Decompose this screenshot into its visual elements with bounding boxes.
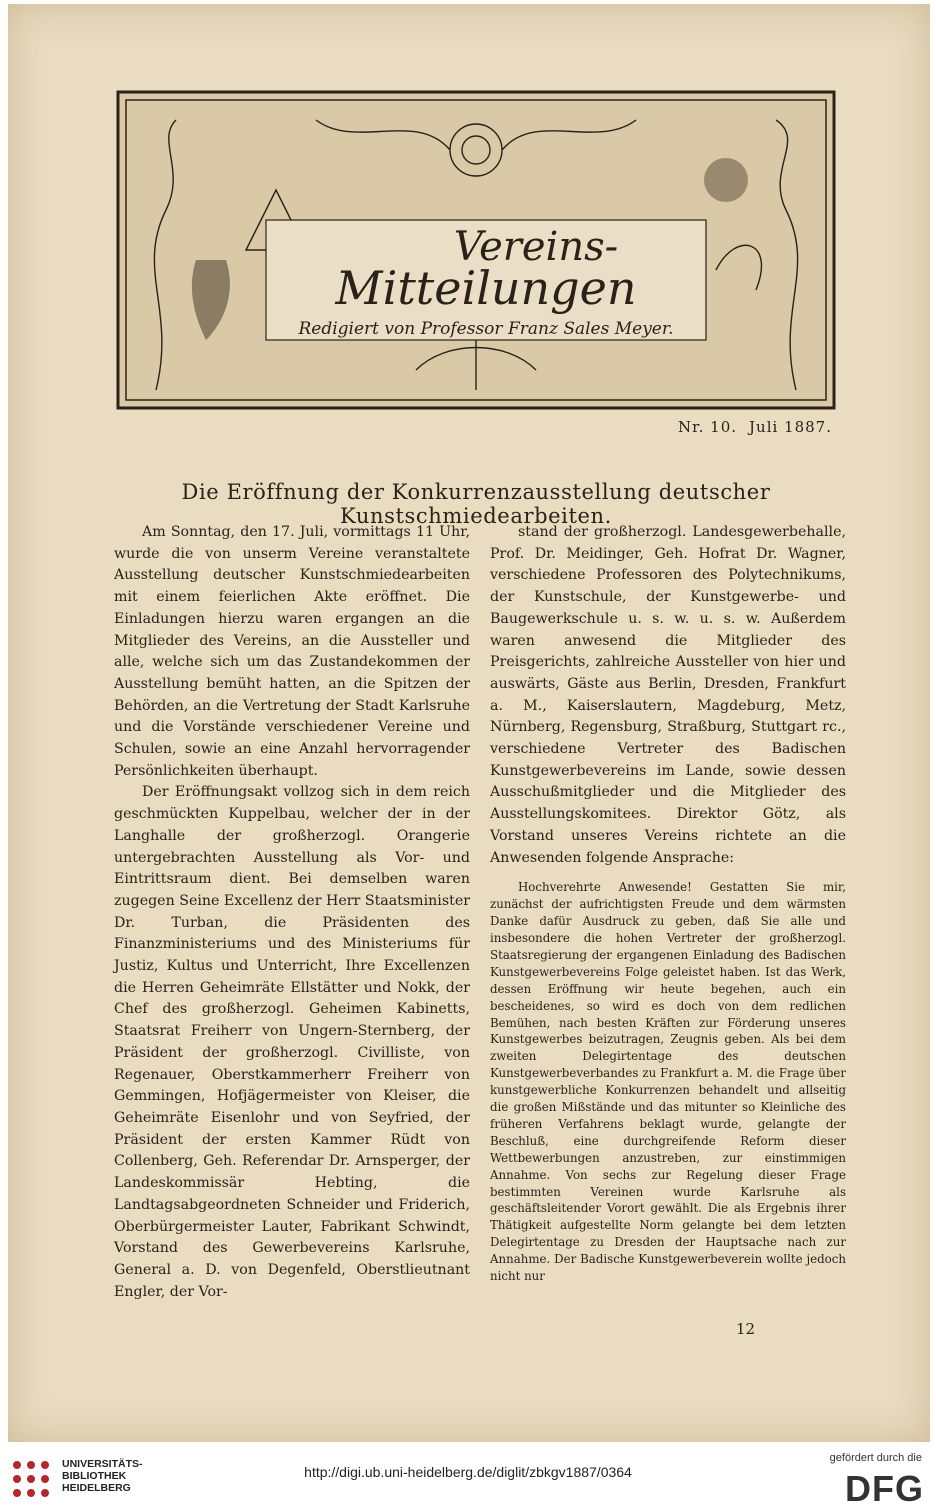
- dfg-logo: DFG: [845, 1468, 924, 1509]
- issue-number: Nr. 10.: [677, 418, 738, 436]
- left-column: [114, 522, 470, 1303]
- header-editor-line: Redigiert von Professor Franz Sales Meyer.: [298, 319, 674, 339]
- right-column: [490, 522, 846, 1285]
- header-title-line1: Vereins-: [453, 224, 619, 270]
- paragraph: Der Eröffnungsakt vollzog sich in dem reich geschmückten Kuppelbau, welcher der in der Langhalle der großherzogl. Orangerie untergebrachten Ausstellung als Vor- und Eintrittsraum dient. Bei demselben waren zugegen Seine Excellenz der Herr Staatsminister Dr. Turban, die Präsidenten des Finanzministeriums und des Ministeriums für Justiz, Kultus und Unterricht, Ihre Excellenzen die Herren Geheimräte Ellstätter und Nokk, der Chef des großherzogl. Geheimen Kabinetts, Staatsrat Freiherr von Ungern-Sternberg, der Präsident der großherzogl. Civilliste, von Regenauer, Oberstkammerherr Freiherr von Gemmingen, Hofjägermeister von Kleiser, die Geheimräte Eisenlohr und von Seyfried, der Präsident der ersten Kammer Rüdt von Collenberg, Geh. Referendar Dr. Arnsperger, der Landeskommissär Hebting, die Landtagsabgeordneten Schneider und Friderich, Oberbürgermeister Lauter, Fabrikant Schwindt, Vorstand des Gewerbevereins Karlsruhe, General a. D. von Degenfeld, Oberstlieutnant Engler, der Vor-: [114, 784, 470, 1300]
- viewer-footer: [0, 1448, 936, 1512]
- article-title: Die Eröffnung der Konkurrenzausstellung deutscher Kunstschmiedearbeiten.: [181, 480, 771, 528]
- page-number: 12: [736, 1320, 756, 1338]
- scanned-page: [8, 4, 930, 1442]
- paragraph: stand der großherzogl. Landesgewerbehalle, Prof. Dr. Meidinger, Geh. Hofrat Dr. Wagner, verschiedene Professoren des Polytechnikums, der Kunstschule, der Kunstgewerbe- und Baugewerkschule u. s. w. u. s. w. Außerdem waren anwesend die Mitglieder des Preisgerichts, zahlreiche Aussteller von hier und auswärts, Gäste aus Berlin, Dresden, Frankfurt a. M., Kaiserslautern, Magdeburg, Metz, Nürnberg, Regensburg, Straßburg, Stuttgart rc., verschiedene Vertreter des Badischen Kunstgewerbevereins im Lande, sowie dessen Ausschußmitglieder und die Mitglieder des Ausstellungskomitees. Direktor Götz, als Vorstand unseres Vereins richtete an die Anwesenden folgende Ansprache:: [490, 524, 846, 866]
- issue-info: [666, 418, 832, 436]
- ornamental-header: [116, 90, 836, 410]
- header-title-line2: Mitteilungen: [335, 261, 637, 315]
- library-name: UNIVERSITÄTS- BIBLIOTHEK HEIDELBERG: [62, 1458, 143, 1494]
- speech-text: Hochverehrte Anwesende! Gestatten Sie mir, zunächst der aufrichtigsten Freude und dem wärmsten Danke dafür Ausdruck zu geben, daß Sie alle und insbesondere die hohen Vertreter der großherzogl. Staatsregierung der ergangenen Einladung des Badischen Kunstgewerbevereins Folge geleistet haben. Ist das Werk, dessen Eröffnung wir heute begehen, auch ein bescheidenes, so wird es doch von dem redlichen Bemühen, nach besten Kräften zur Förderung unseres Kunstgewerbes beizutragen, Zeugnis geben. Als bei dem zweiten Delegirtentage des deutschen Kunstgewerbeverbandes zu Frankfurt a. M. die Frage über kunstgewerbliche Konkurrenzen behandelt und allseitig die großen Mißstände und das mitunter so Kleinliche des früheren Verfahrens beklagt wurde, gelangte der Beschluß, eine durchgreifende Reform dieser Wettbewerbungen anzustreben, zur einstimmigen Annahme. Von sechs zur Regelung dieser Frage bestimmten Vereinen wurde Karlsruhe als geschäftsleitender Vorort gewählt. Die als Ergebnis ihrer Thätigkeit aufgestellte Norm gelangte bei dem letzten Delegirtentage zu Dresden der Hauptsache nach zur Annahme. Der Badische Kunstgewerbeverein wollte jedoch nicht nur: [490, 880, 846, 1284]
- issue-date: Juli 1887.: [749, 418, 832, 436]
- permalink-url[interactable]: http://digi.ub.uni-heidelberg.de/diglit/zbkgv1887/0364: [304, 1464, 632, 1480]
- funded-by-label: gefördert durch die: [829, 1452, 922, 1464]
- paragraph: Am Sonntag, den 17. Juli, vormittags 11 Uhr, wurde die von unserm Vereine veranstaltete Ausstellung deutscher Kunstschmiedearbeiten mit einem feierlichen Akte eröffnet. Die Einladungen hierzu waren ergangen an die Mitglieder des Vereins, an die Aussteller und alle, welche sich um das Zustandekommen der Ausstellung bemüht hatten, an die Spitzen der Behörden, an die Vertretung der Stadt Karlsruhe und die Vorstände verschiedener Vereine und Schulen, sowie an eine Anzahl hervorragender Persönlichkeiten überhaupt.: [114, 524, 470, 779]
